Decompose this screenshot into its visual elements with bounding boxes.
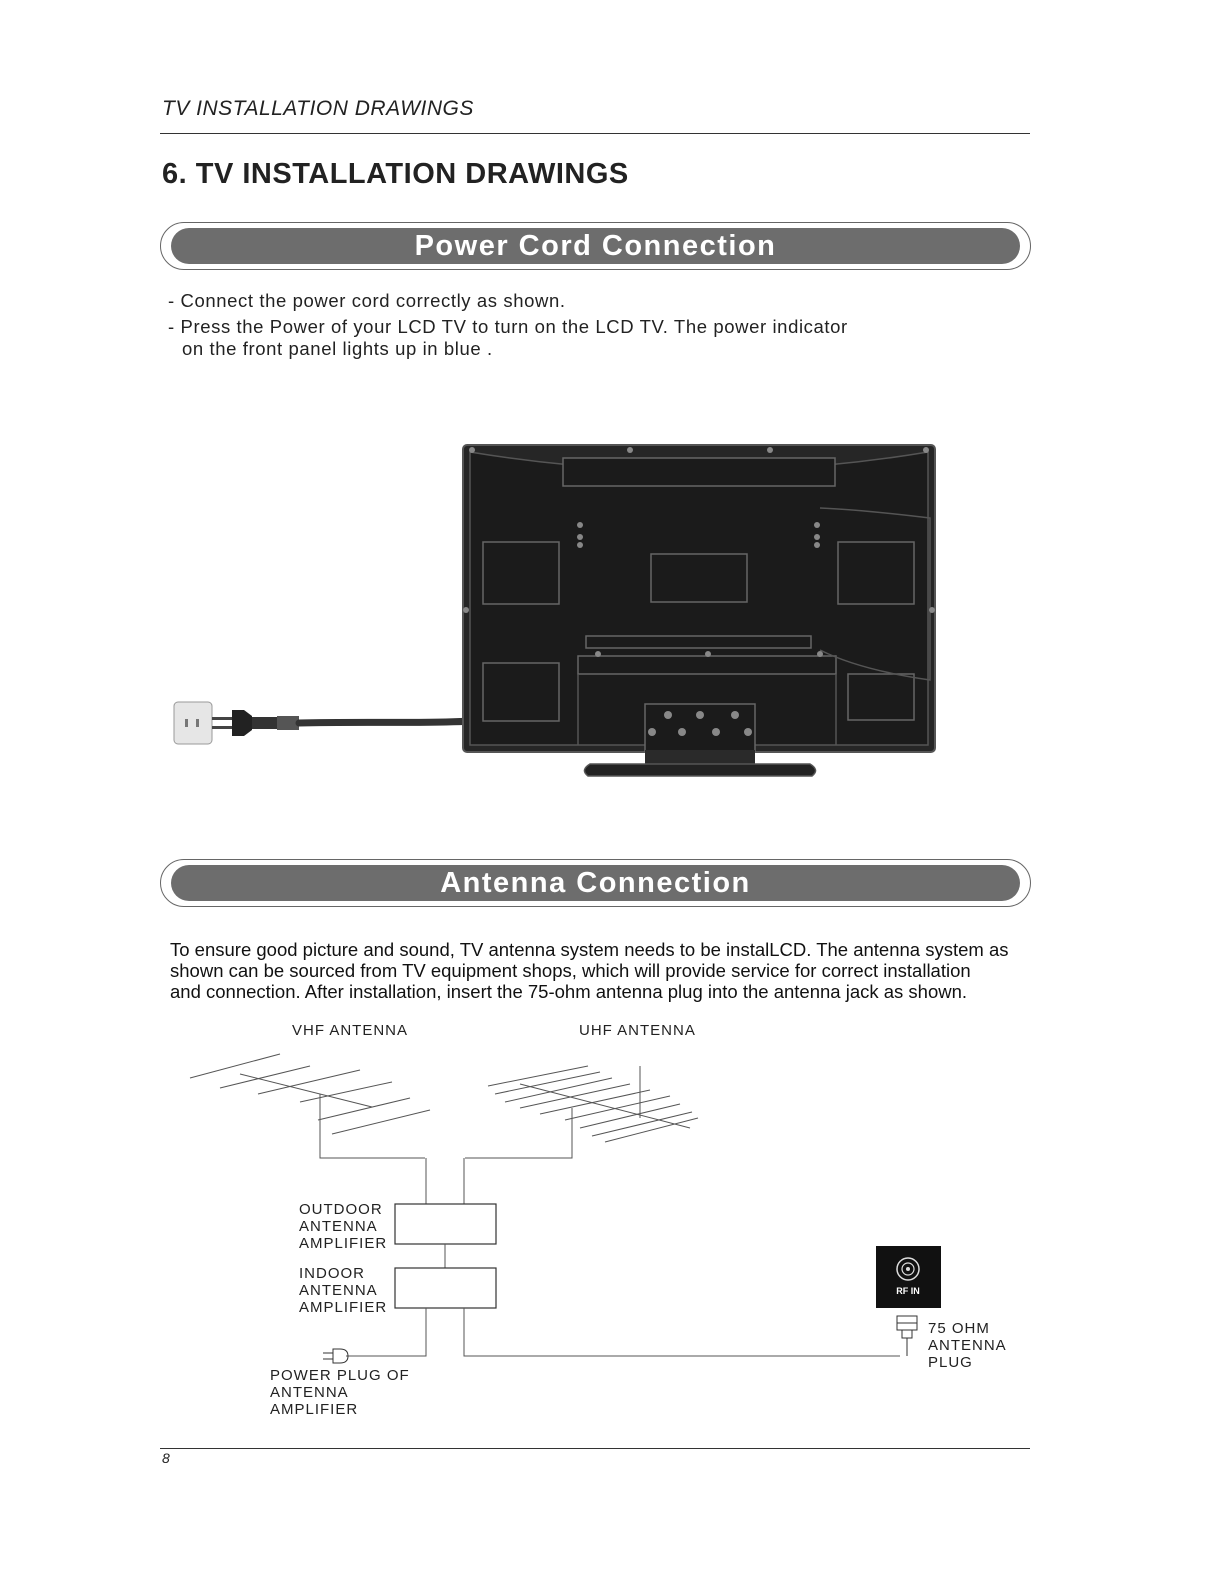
- indoor-amplifier-box: [395, 1268, 496, 1308]
- amplifier-power-plug-icon: [323, 1349, 348, 1363]
- antenna-paragraph-line: and connection. After installation, insert the 75-ohm antenna plug into the antenna jack as shown.: [170, 981, 968, 1002]
- antenna-banner-title: Antenna Connection: [440, 866, 751, 899]
- indoor-amplifier-label: [299, 1265, 387, 1316]
- power-instruction-1: - Connect the power cord correctly as shown.: [168, 290, 566, 311]
- wall-outlet-icon: [174, 702, 212, 744]
- power-cord-banner-title: Power Cord Connection: [414, 229, 777, 262]
- power-plug-icon: [212, 710, 299, 736]
- label-line: ANTENNA: [299, 1282, 378, 1299]
- antenna-banner: [160, 859, 1031, 907]
- outdoor-amplifier-label: [299, 1201, 387, 1252]
- vhf-antenna-icon: [190, 1054, 430, 1158]
- label-line: ANTENNA: [299, 1218, 378, 1235]
- running-header: TV INSTALLATION DRAWINGS: [162, 97, 474, 120]
- antenna-plug-icon: [897, 1316, 917, 1356]
- page-number: 8: [162, 1450, 170, 1466]
- uhf-antenna-icon: [465, 1066, 698, 1158]
- antenna-diagram: [0, 1030, 1219, 1430]
- label-line: OUTDOOR: [299, 1201, 383, 1218]
- tv-back-icon: [463, 445, 935, 752]
- label-line: ANTENNA: [270, 1384, 349, 1401]
- rf-in-jack-icon: [876, 1246, 941, 1308]
- power-plug-label: [270, 1367, 410, 1418]
- ohm-plug-label: [928, 1320, 1007, 1371]
- section-title: 6. TV INSTALLATION DRAWINGS: [162, 158, 629, 190]
- uhf-antenna-label: UHF ANTENNA: [579, 1022, 696, 1039]
- label-line: AMPLIFIER: [299, 1299, 388, 1316]
- header-rule: [160, 133, 1030, 134]
- tv-power-illustration: [160, 430, 960, 800]
- label-line: INDOOR: [299, 1265, 365, 1282]
- vhf-antenna-label: VHF ANTENNA: [292, 1022, 409, 1039]
- label-line: PLUG: [928, 1354, 973, 1371]
- label-line: 75 OHM: [928, 1320, 990, 1337]
- label-line: AMPLIFIER: [270, 1401, 359, 1418]
- power-instruction-2: - Press the Power of your LCD TV to turn on the LCD TV. The power indicator: [168, 316, 848, 337]
- tv-stand-icon: [584, 750, 815, 776]
- power-cord-banner: [160, 222, 1031, 270]
- label-line: POWER PLUG OF: [270, 1367, 410, 1384]
- rf-in-label: RF IN: [896, 1286, 920, 1296]
- power-instruction-2-cont: on the front panel lights up in blue .: [182, 338, 493, 359]
- outdoor-amplifier-box: [395, 1204, 496, 1244]
- antenna-paragraph-line: To ensure good picture and sound, TV antenna system needs to be instalLCD. The antenna system as: [170, 939, 1009, 960]
- label-line: ANTENNA: [928, 1337, 1007, 1354]
- label-line: AMPLIFIER: [299, 1235, 388, 1252]
- footer-rule: [160, 1448, 1030, 1449]
- antenna-paragraph-line: shown can be sourced from TV equipment shops, which will provide service for correct installation: [170, 960, 971, 981]
- antenna-paragraph: [170, 939, 1070, 1002]
